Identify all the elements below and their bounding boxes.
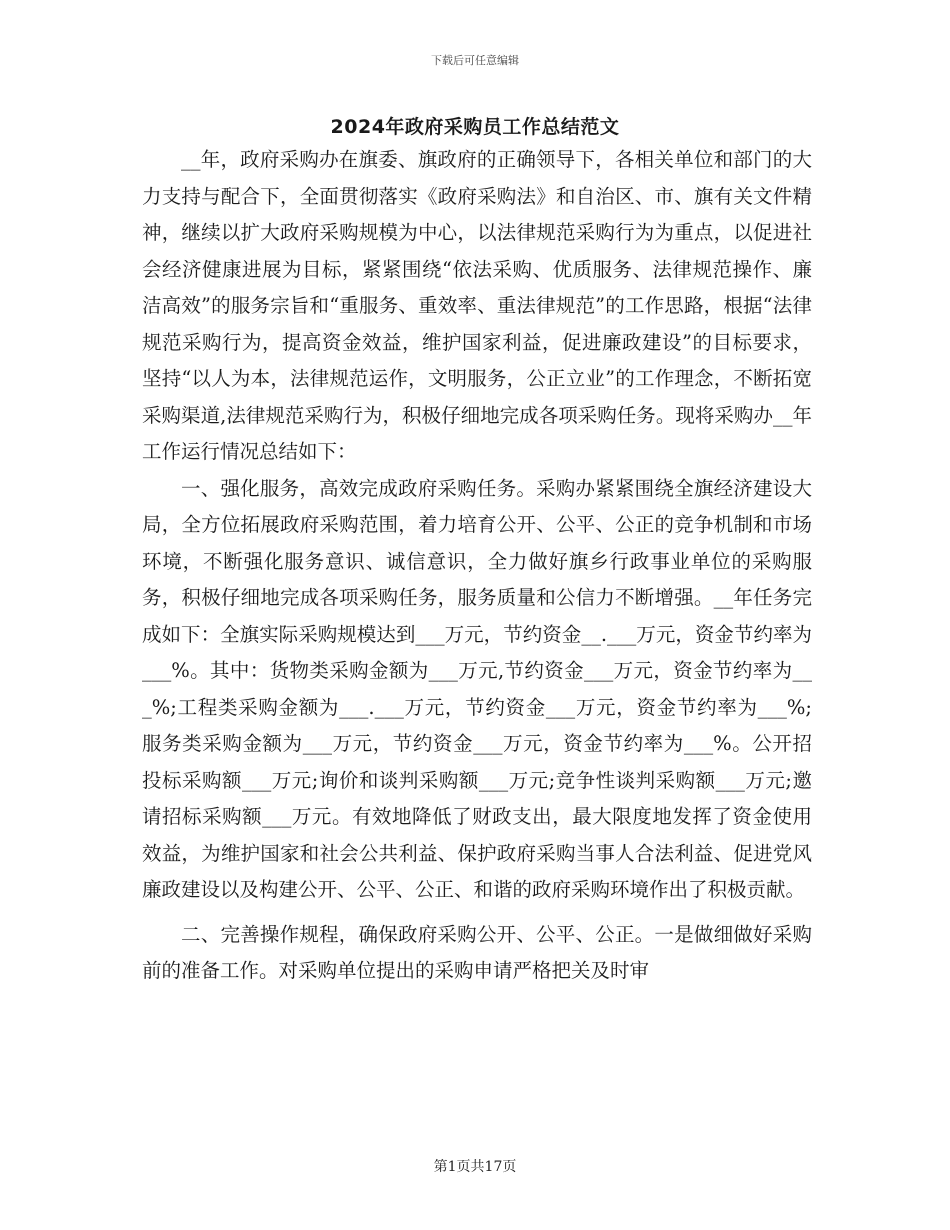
document-body <box>142 142 812 990</box>
document-title: 2024年政府采购员工作总结范文 <box>330 116 620 138</box>
paragraph-intro: __年，政府采购办在旗委、旗政府的正确领导下，各相关单位和部门的大力支持与配合下，全面贯彻落实《政府采购法》和自治区、市、旗有关文件精神，继续以扩大政府采购规模为中心，以法律规范采购行为为重点，以促进社会经济健康进展为目标，紧紧围绕“依法采购、优质服务、法律规范操作、廉洁高效”的服务宗旨和“重服务、重效率、重法律规范”的工作思路，根据“法律规范采购行为，提高资金效益，维护国家利益，促进廉政建设”的目标要求，坚持“以人为本，法律规范运作，文明服务，公正立业”的工作理念，不断拓宽采购渠道,法律规范采购行为，积极仔细地完成各项采购任务。现将采购办__年工作运行情况总结如下： <box>142 148 812 463</box>
page-header-note: 下载后可任意编辑 <box>431 54 519 67</box>
paragraph-section-1: 一、强化服务，高效完成政府采购任务。采购办紧紧围绕全旗经济建设大局，全方位拓展政府采购范围，着力培育公开、公平、公正的竞争机制和市场环境，不断强化服务意识、诚信意识，全力做好旗乡行政事业单位的采购服务，积极仔细地完成各项采购任务，服务质量和公信力不断增强。__年任务完成如下：全旗实际采购规模达到___万元，节约资金__.___万元，资金节约率为___%。其中：货物类采购金额为___万元,节约资金___万元，资金节约率为___%;工程类采购金额为___.___万元，节约资金___万元，资金节约率为___%;服务类采购金额为___万元，节约资金___万元，资金节约率为___%。公开招投标采购额___万元;询价和谈判采购额___万元;竞争性谈判采购额___万元;邀请招标采购额___万元。有效地降低了财政支出，最大限度地发挥了资金使用效益，为维护国家和社会公共利益、保护政府采购当事人合法利益、促进党风廉政建设以及构建公开、公平、公正、和谐的政府采购环境作出了积极贡献。 <box>142 476 812 901</box>
paragraph-section-2: 二、完善操作规程，确保政府采购公开、公平、公正。一是做细做好采购前的准备工作。对采购单位提出的采购申请严格把关及时审 <box>142 922 812 982</box>
page-number: 第1页共17页 <box>433 1159 517 1175</box>
